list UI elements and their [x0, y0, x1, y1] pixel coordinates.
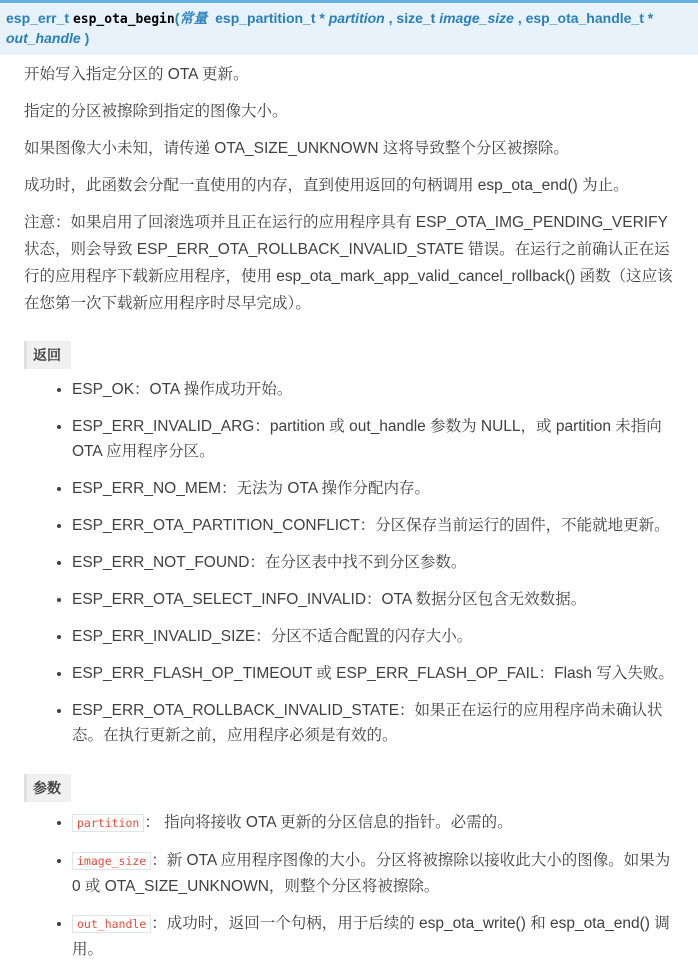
close-paren: ) [84, 30, 90, 46]
param2-type: size_t [396, 10, 436, 26]
param-name-code: image_size [72, 852, 151, 870]
function-name: esp_ota_begin [72, 12, 175, 27]
param-item [72, 848, 682, 899]
param-name-code: out_handle [72, 915, 151, 933]
description-paragraph: 如果图像大小未知，请传递 OTA_SIZE_UNKNOWN 这将导致整个分区被擦除。 [24, 140, 569, 157]
description-paragraph: 开始写入指定分区的 OTA 更新。 [24, 66, 249, 83]
param-item [72, 810, 682, 836]
param-description: ：成功时，返回一个句柄，用于后续的 esp_ota_write() 和 esp_ota_end() 调用。 [72, 915, 670, 958]
return-item: • ESP_ERR_FLASH_OP_TIMEOUT 或 ESP_ERR_FLASH_OP_FAIL：Flash 写入失败。 [72, 661, 682, 686]
comma-1: , [388, 10, 393, 26]
param-item [72, 911, 682, 962]
param1-type: esp_partition_t [215, 10, 316, 26]
open-paren: ( [174, 10, 180, 26]
const-keyword: 常量 [179, 10, 208, 26]
return-item: • ESP_ERR_NO_MEM：无法为 OTA 操作分配内存。 [72, 476, 682, 501]
param1-name: partition [328, 10, 385, 26]
param3-type: esp_ota_handle_t [525, 10, 644, 26]
param3-name: out_handle [6, 30, 81, 46]
description-note: 注意：如果启用了回滚选项并且正在运行的应用程序具有 ESP_OTA_IMG_PENDING_VERIFY 状态，则会导致 ESP_ERR_OTA_ROLLBACK_INVALID_STATE 错误。在运行之前确认正在运行的应用程序下载新应用程序，使用 esp_ota_mark_app_valid_cancel_rollback() 函数（这应该在您第一次下载新应用程序时尽早完成）。 [24, 214, 673, 312]
description-paragraph: 成功时，此函数会分配一直使用的内存，直到使用返回的句柄调用 esp_ota_end() 为止。 [24, 177, 629, 194]
param1-star: * [315, 10, 325, 26]
return-item: • ESP_ERR_INVALID_SIZE：分区不适合配置的闪存大小。 [72, 624, 682, 649]
return-item: • ESP_ERR_NOT_FOUND：在分区表中找不到分区参数。 [72, 550, 682, 575]
function-signature [0, 0, 698, 55]
function-description [0, 61, 698, 962]
returns-heading: 返回 [24, 341, 71, 369]
param-description: ：新 OTA 应用程序图像的大小。分区将被擦除以接收此大小的图像。如果为 0 或 OTA_SIZE_UNKNOWN，则整个分区将被擦除。 [72, 852, 671, 895]
return-item: • ESP_OK：OTA 操作成功开始。 [72, 377, 682, 402]
param3-star: * [643, 10, 654, 26]
param-description: ： 指向将接收 OTA 更新的分区信息的指针。必需的。 [144, 814, 513, 831]
param2-name: image_size [439, 10, 514, 26]
comma-2: , [517, 10, 522, 26]
return-type: esp_err_t [6, 10, 70, 26]
params-heading: 参数 [24, 774, 71, 802]
return-item: • ESP_ERR_OTA_PARTITION_CONFLICT：分区保存当前运行的固件，不能就地更新。 [72, 513, 682, 538]
param-name-code: partition [72, 814, 144, 832]
returns-list [24, 377, 682, 748]
return-item: • ESP_ERR_OTA_SELECT_INFO_INVALID：OTA 数据分区包含无效数据。 [72, 587, 682, 612]
return-item: • ESP_ERR_INVALID_ARG：partition 或 out_handle 参数为 NULL，或 partition 未指向 OTA 应用程序分区。 [72, 414, 682, 464]
return-item: • ESP_ERR_OTA_ROLLBACK_INVALID_STATE：如果正在运行的应用程序尚未确认状态。在执行更新之前，应用程序必须是有效的。 [72, 698, 682, 748]
description-paragraph: 指定的分区被擦除到指定的图像大小。 [24, 103, 288, 120]
params-list [24, 810, 682, 962]
